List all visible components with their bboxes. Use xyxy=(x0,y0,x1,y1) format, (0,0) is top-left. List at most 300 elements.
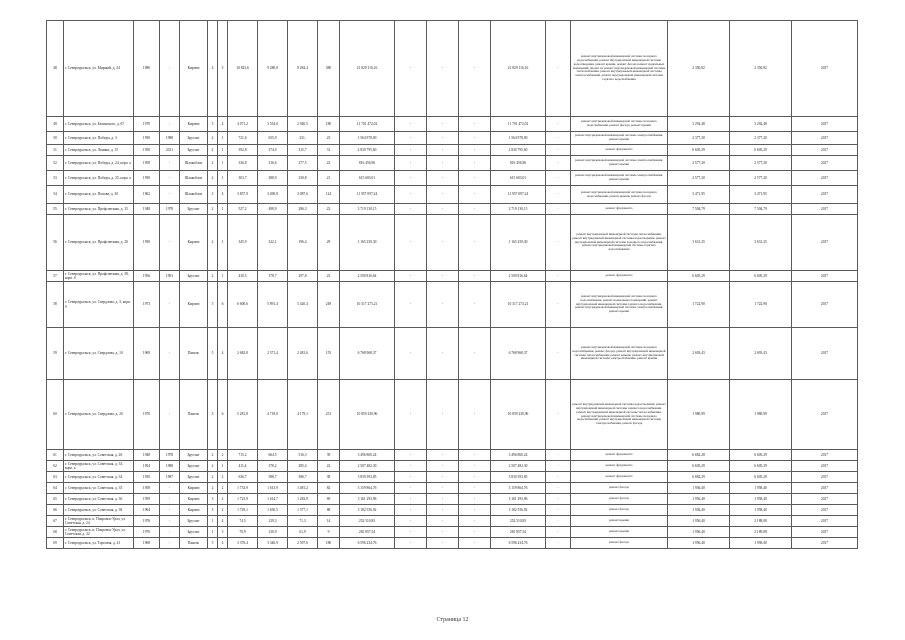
address-cell: г. Североуральск, ул. Победы, д. 3 xyxy=(64,132,134,145)
year-renovation-cell: - xyxy=(160,282,180,328)
work-type-cell: ремонт внутридомовой инженерной системы холодного водоснабжения, ремонт подвальных помещений, ремонт внутридомовой инженерной системы горячего водоснабжения, ремонт внутридомовой инженерной системы электроснабжения, ремонт крыши xyxy=(571,282,668,328)
cost-total-cell: 3 159 864,76 xyxy=(340,483,395,494)
cost-total-cell: 615 603,01 xyxy=(340,171,395,186)
year-built-cell: 1970 xyxy=(134,117,160,132)
total-area-cell: 411,4 xyxy=(228,461,258,472)
address-cell: г. Североуральск, ул. Свердлова, д. 3, корп. б xyxy=(64,282,134,328)
cost-other-cell: - xyxy=(546,505,571,516)
wall-material-cell: Брусчат xyxy=(180,204,208,215)
entrances-cell: 4 xyxy=(218,117,228,132)
max-unit-cost-cell: 6 605,29 xyxy=(730,472,792,483)
unit-cost-cell: 2 577,20 xyxy=(668,171,730,186)
work-type-cell: ремонт фасада xyxy=(571,538,668,549)
wall-material-cell: Брусчат xyxy=(180,132,208,145)
cost-total-cell: 10 317 273,21 xyxy=(340,282,395,328)
row-number: 65 xyxy=(47,494,64,505)
max-unit-cost-cell: 6 605,29 xyxy=(730,461,792,472)
address-cell: г. Североуральск, ул. Профсоюзная, д. 38, корп. б xyxy=(64,271,134,282)
cost-local-cell: - xyxy=(459,472,491,483)
year-built-cell: 1954 xyxy=(134,461,160,472)
cost-federal-cell: - xyxy=(395,282,427,328)
cost-regional-cell: - xyxy=(427,483,459,494)
cost-total-cell: 265 857,54 xyxy=(340,527,395,538)
cost-federal-cell: - xyxy=(395,538,427,549)
residential-area-cell: 1 614,7 xyxy=(258,494,288,505)
repair-program-table xyxy=(46,20,858,549)
cost-federal-cell: - xyxy=(395,450,427,461)
owned-area-cell: 386,7 xyxy=(288,472,318,483)
max-unit-cost-cell: 1 980,99 xyxy=(730,380,792,450)
floors-cell: 3 xyxy=(208,186,218,204)
entrances-cell: 1 xyxy=(218,215,228,271)
floors-cell: 2 xyxy=(208,483,218,494)
year-built-cell: 1976 xyxy=(134,516,160,527)
wall-material-cell: Шлакоблок xyxy=(180,156,208,171)
owned-area-cell: 285,4 xyxy=(288,461,318,472)
address-cell: г. Североуральск, ул. Советская, д. 36 xyxy=(64,494,134,505)
cost-regional-cell: - xyxy=(427,21,459,117)
cost-other-cell: - xyxy=(546,527,571,538)
wall-material-cell: Кирпич xyxy=(180,282,208,328)
cost-total-cell: 2 830 795,60 xyxy=(340,145,395,156)
wall-material-cell: Панель xyxy=(180,380,208,450)
year-renovation-cell: - xyxy=(160,527,180,538)
page-footer: Страница 12 xyxy=(436,617,469,623)
floors-cell: 5 xyxy=(208,328,218,380)
residents-cell: 124 xyxy=(318,186,340,204)
owned-area-cell: 2 597,6 xyxy=(288,538,318,549)
row-number: 62 xyxy=(47,461,64,472)
residents-cell: 31 xyxy=(318,145,340,156)
owned-area-cell: 516,3 xyxy=(288,450,318,461)
cost-local-cell: - xyxy=(459,204,491,215)
unit-cost-cell: 6 682,29 xyxy=(668,472,730,483)
cost-regional-cell: - xyxy=(427,505,459,516)
floors-cell: 3 xyxy=(208,494,218,505)
completion-year-cell: 2017 xyxy=(792,282,858,328)
table-row xyxy=(47,505,858,516)
total-area-cell: 303,7 xyxy=(228,171,258,186)
unit-cost-cell: 1 956,40 xyxy=(668,527,730,538)
cost-other-cell: - xyxy=(546,328,571,380)
cost-local-cell: - xyxy=(459,538,491,549)
unit-cost-cell: 2 350,82 xyxy=(668,21,730,117)
cost-federal-cell: - xyxy=(395,171,427,186)
cost-total-cell: 3 496 860,24 xyxy=(340,450,395,461)
owned-area-cell: 71,3 xyxy=(288,516,318,527)
year-renovation-cell: 1988 xyxy=(160,132,180,145)
year-built-cell: 1948 xyxy=(134,204,160,215)
cost-total-cell: 3 182 556,92 xyxy=(340,505,395,516)
cost-total-cell: 6 596 234,76 xyxy=(340,538,395,549)
max-unit-cost-cell: 2 377,20 xyxy=(730,132,792,145)
cost-regional-cell: - xyxy=(427,461,459,472)
unit-cost-cell: 1 936,40 xyxy=(668,505,730,516)
row-number: 60 xyxy=(47,380,64,450)
unit-cost-cell: 1 980,99 xyxy=(668,380,730,450)
cost-federal-cell: - xyxy=(395,132,427,145)
cost-local-cell: - xyxy=(459,117,491,132)
cost-local-cell: - xyxy=(459,380,491,450)
cost-local-cell: - xyxy=(459,132,491,145)
owned-area-cell: 5 420,4 xyxy=(288,282,318,328)
completion-year-cell: 2017 xyxy=(792,186,858,204)
year-built-cell: 1958 xyxy=(134,215,160,271)
row-number: 51 xyxy=(47,145,64,156)
cost-regional-cell: - xyxy=(427,494,459,505)
owned-area-cell: 61,9 xyxy=(288,527,318,538)
cost-owners-cell: 11 957 097,24 xyxy=(491,186,546,204)
cost-regional-cell: - xyxy=(427,328,459,380)
address-cell: г. Североуральск, ул. Торговая, д. 41 xyxy=(64,538,134,549)
address-cell: г. Североуральск, ул. Мирный, д. 24 xyxy=(64,21,134,117)
row-number: 54 xyxy=(47,186,64,204)
cost-other-cell: - xyxy=(546,186,571,204)
cost-regional-cell: - xyxy=(427,527,459,538)
residential-area-cell: 378,7 xyxy=(258,271,288,282)
cost-owners-cell: 252 510,83 xyxy=(491,516,546,527)
residents-cell: 155 xyxy=(318,328,340,380)
table-row xyxy=(47,483,858,494)
table-row xyxy=(47,527,858,538)
work-type-cell: ремонт фундамента xyxy=(571,145,668,156)
cost-total-cell: 2 500 816,64 xyxy=(340,271,395,282)
year-renovation-cell: - xyxy=(160,505,180,516)
address-cell: г. Североуральск, ул. Белинского, д. 67 xyxy=(64,117,134,132)
completion-year-cell: 2017 xyxy=(792,380,858,450)
cost-federal-cell: - xyxy=(395,156,427,171)
completion-year-cell: 2017 xyxy=(792,472,858,483)
cost-other-cell: - xyxy=(546,450,571,461)
owned-area-cell: 1 577,1 xyxy=(288,505,318,516)
max-unit-cost-cell: 2 189,08 xyxy=(730,527,792,538)
cost-federal-cell: - xyxy=(395,145,427,156)
cost-owners-cell: 10 859 230,96 xyxy=(491,380,546,450)
cost-other-cell: - xyxy=(546,171,571,186)
completion-year-cell: 2017 xyxy=(792,527,858,538)
floors-cell: 2 xyxy=(208,204,218,215)
floors-cell: 5 xyxy=(208,380,218,450)
entrances-cell: 6 xyxy=(218,380,228,450)
year-built-cell: 1958 xyxy=(134,483,160,494)
unit-cost-cell: 3 471,95 xyxy=(668,186,730,204)
cost-total-cell: 2 507 482,30 xyxy=(340,461,395,472)
completion-year-cell: 2017 xyxy=(792,538,858,549)
max-unit-cost-cell: 3 292,48 xyxy=(730,117,792,132)
owned-area-cell: 231, xyxy=(288,132,318,145)
completion-year-cell: 2017 xyxy=(792,204,858,215)
row-number: 58 xyxy=(47,282,64,328)
residential-area-cell: 5 891,4 xyxy=(258,282,288,328)
year-renovation-cell: - xyxy=(160,538,180,549)
address-cell: г. Североуральск, ул. Победы, д. 25, корп. а xyxy=(64,171,134,186)
table-row xyxy=(47,494,858,505)
work-type-cell: ремонт крыши xyxy=(571,516,668,527)
address-cell: г. Североуральск, ул. Советская, д. 38 xyxy=(64,505,134,516)
unit-cost-cell: 1 956,40 xyxy=(668,494,730,505)
cost-federal-cell: - xyxy=(395,215,427,271)
year-renovation-cell: - xyxy=(160,516,180,527)
cost-owners-cell: 3 182 556,92 xyxy=(491,505,546,516)
cost-regional-cell: - xyxy=(427,472,459,483)
cost-regional-cell: - xyxy=(427,204,459,215)
cost-total-cell: 11 701 472,02 xyxy=(340,117,395,132)
cost-owners-cell: 265 857,54 xyxy=(491,527,546,538)
residential-area-cell: 378,2 xyxy=(258,461,288,472)
entrances-cell: 1 xyxy=(218,156,228,171)
total-area-cell: 6 600,6 xyxy=(228,282,258,328)
cost-local-cell: - xyxy=(459,282,491,328)
residential-area-cell: 374,9 xyxy=(258,145,288,156)
cost-other-cell: - xyxy=(546,483,571,494)
row-number: 53 xyxy=(47,171,64,186)
table-row xyxy=(47,380,858,450)
floors-cell: 2 xyxy=(208,271,218,282)
max-unit-cost-cell: 6 605,29 xyxy=(730,450,792,461)
max-unit-cost-cell: 1 958,40 xyxy=(730,494,792,505)
cost-local-cell: - xyxy=(459,145,491,156)
entrances-cell: 2 xyxy=(218,505,228,516)
total-area-cell: 721,6 xyxy=(228,132,258,145)
total-area-cell: 3 857,9 xyxy=(228,186,258,204)
work-type-cell: ремонт фасада xyxy=(571,483,668,494)
cost-owners-cell: 1 165 250,30 xyxy=(491,215,546,271)
work-type-cell: ремонт внутридомовой инженерной системы холодного водоснабжения, ремонт крыши, ремонт фасада xyxy=(571,186,668,204)
row-number: 69 xyxy=(47,538,64,549)
table-row xyxy=(47,328,858,380)
total-area-cell: 74,5 xyxy=(228,516,258,527)
cost-total-cell: 816 456,96 xyxy=(340,156,395,171)
work-type-cell: ремонт фасада xyxy=(571,494,668,505)
owned-area-cell: 1 481,2 xyxy=(288,483,318,494)
total-area-cell: 527,2 xyxy=(228,204,258,215)
cost-federal-cell: - xyxy=(395,204,427,215)
total-area-cell: 5 281,8 xyxy=(228,380,258,450)
completion-year-cell: 2017 xyxy=(792,132,858,145)
address-cell: г. Североуральск, ул. Свердлова, д. 20 xyxy=(64,380,134,450)
cost-owners-cell: 11 701 472,02 xyxy=(491,117,546,132)
cost-regional-cell: - xyxy=(427,538,459,549)
cost-other-cell: - xyxy=(546,215,571,271)
max-unit-cost-cell: 2 693,43 xyxy=(730,328,792,380)
entrances-cell: 3 xyxy=(218,527,228,538)
unit-cost-cell: 7 504,79 xyxy=(668,204,730,215)
table-row xyxy=(47,538,858,549)
wall-material-cell: Шлакоблок xyxy=(180,171,208,186)
table-row xyxy=(47,117,858,132)
row-number: 67 xyxy=(47,516,64,527)
cost-federal-cell: - xyxy=(395,380,427,450)
address-cell: г. Североуральск, п. Покровск-Урал, ул. Советская, д. 24 xyxy=(64,516,134,527)
wall-material-cell: Кирпич xyxy=(180,505,208,516)
cost-federal-cell: - xyxy=(395,505,427,516)
cost-other-cell: - xyxy=(546,271,571,282)
work-type-cell: ремонт внутридомовой инженерной системы электроснабжения, ремонт крыши xyxy=(571,132,668,145)
address-cell: г. Североуральск, ул. Попова, д. 30 xyxy=(64,186,134,204)
completion-year-cell: 2017 xyxy=(792,328,858,380)
cost-local-cell: - xyxy=(459,461,491,472)
completion-year-cell: 2017 xyxy=(792,483,858,494)
cost-regional-cell: - xyxy=(427,516,459,527)
address-cell: г. Североуральск, ул. Советская, д. 34 xyxy=(64,472,134,483)
floors-cell: 1 xyxy=(208,527,218,538)
floors-cell: 2 xyxy=(208,156,218,171)
year-renovation-cell: - xyxy=(160,483,180,494)
address-cell: г. Североуральск, ул. Победы, д. 24, корп. а xyxy=(64,156,134,171)
cost-other-cell: - xyxy=(546,21,571,117)
total-area-cell: 1 723,9 xyxy=(228,494,258,505)
year-renovation-cell: - xyxy=(160,328,180,380)
owned-area-cell: 230,8 xyxy=(288,171,318,186)
address-cell: г. Североуральск, ул. Ленина, д. 15 xyxy=(64,145,134,156)
year-built-cell: 1970 xyxy=(134,380,160,450)
cost-regional-cell: - xyxy=(427,171,459,186)
wall-material-cell: Брусчат xyxy=(180,472,208,483)
table-row xyxy=(47,472,858,483)
cost-federal-cell: - xyxy=(395,527,427,538)
unit-cost-cell: 1 936,40 xyxy=(668,483,730,494)
cost-federal-cell: - xyxy=(395,472,427,483)
table-row xyxy=(47,450,858,461)
cost-total-cell: 11 957 097,24 xyxy=(340,186,395,204)
wall-material-cell: Кирпич xyxy=(180,215,208,271)
total-area-cell: 636,7 xyxy=(228,472,258,483)
residential-area-cell: 322,1 xyxy=(258,215,288,271)
row-number: 57 xyxy=(47,271,64,282)
residents-cell: 9 xyxy=(318,527,340,538)
year-built-cell: 1969 xyxy=(134,328,160,380)
floors-cell: 2 xyxy=(208,171,218,186)
cost-regional-cell: - xyxy=(427,380,459,450)
residents-cell: 22 xyxy=(318,204,340,215)
cost-federal-cell: - xyxy=(395,117,427,132)
cost-regional-cell: - xyxy=(427,282,459,328)
floors-cell: 5 xyxy=(208,117,218,132)
residential-area-cell: 498,9 xyxy=(258,204,288,215)
residents-cell: 29 xyxy=(318,215,340,271)
cost-owners-cell: 10 317 273,21 xyxy=(491,282,546,328)
cost-other-cell: - xyxy=(546,156,571,171)
work-type-cell: ремонт фундамента xyxy=(571,472,668,483)
cost-other-cell: - xyxy=(546,538,571,549)
year-renovation-cell: - xyxy=(160,21,180,117)
entrances-cell: 2 xyxy=(218,450,228,461)
year-renovation-cell: 2011 xyxy=(160,145,180,156)
address-cell: г. Североуральск, ул. Свердлова, д. 10 xyxy=(64,328,134,380)
address-cell: г. Североуральск, ул. Советская, д. 33, корп. а xyxy=(64,461,134,472)
cost-owners-cell: 6 596 234,76 xyxy=(491,538,546,549)
residents-cell: 22 xyxy=(318,156,340,171)
year-built-cell: 1973 xyxy=(134,282,160,328)
wall-material-cell: Брусчат xyxy=(180,461,208,472)
residents-cell: 38 xyxy=(318,472,340,483)
cost-owners-cell: 21 829 116,16 xyxy=(491,21,546,117)
cost-owners-cell: 3 830 393,85 xyxy=(491,472,546,483)
cost-federal-cell: - xyxy=(395,516,427,527)
unit-cost-cell: 3 292,48 xyxy=(668,117,730,132)
address-cell: г. Североуральск, ул. Советская, д. 35 xyxy=(64,483,134,494)
cost-total-cell: 252 510,83 xyxy=(340,516,395,527)
owned-area-cell: 315,7 xyxy=(288,145,318,156)
completion-year-cell: 2017 xyxy=(792,117,858,132)
cost-federal-cell: - xyxy=(395,21,427,117)
year-built-cell: 1958 xyxy=(134,156,160,171)
residential-area-cell: 288,9 xyxy=(258,171,288,186)
cost-other-cell: - xyxy=(546,380,571,450)
completion-year-cell: 2017 xyxy=(792,461,858,472)
cost-local-cell: - xyxy=(459,483,491,494)
residential-area-cell: 1 613,9 xyxy=(258,483,288,494)
year-renovation-cell: - xyxy=(160,494,180,505)
total-area-cell: 70,9 xyxy=(228,527,258,538)
cost-regional-cell: - xyxy=(427,450,459,461)
cost-owners-cell: 2 500 816,64 xyxy=(491,271,546,282)
wall-material-cell: Брусчат xyxy=(180,271,208,282)
owned-area-cell: 4 179,1 xyxy=(288,380,318,450)
cost-total-cell: 1 564 978,00 xyxy=(340,132,395,145)
cost-owners-cell: 2 830 795,60 xyxy=(491,145,546,156)
cost-local-cell: - xyxy=(459,527,491,538)
cost-local-cell: - xyxy=(459,494,491,505)
cost-local-cell: - xyxy=(459,328,491,380)
cost-local-cell: - xyxy=(459,171,491,186)
residents-cell: 251 xyxy=(318,380,340,450)
residential-area-cell: 316,6 xyxy=(258,156,288,171)
year-renovation-cell: - xyxy=(160,171,180,186)
year-built-cell: 1959 xyxy=(134,494,160,505)
residents-cell: 180 xyxy=(318,538,340,549)
unit-cost-cell: 3 631,25 xyxy=(668,215,730,271)
owned-area-cell: 297,8 xyxy=(288,271,318,282)
floors-cell: 2 xyxy=(208,472,218,483)
year-renovation-cell: - xyxy=(160,117,180,132)
address-cell: г. Североуральск, п. Покровск-Урал, ул. Советская, д. 32 xyxy=(64,527,134,538)
work-type-cell: ремонт внутридомовой инженерной системы водоотведения, ремонт внутридомовой инженерной системы горячего водоснабжения, ремонт внутридомовой инженерной системы теплоснабжения, ремонт внутридомовой инженерной системы холодного водоснабжения, ремонт внутридомовой инженерной системы электроснабжения, ремонт фасада xyxy=(571,380,668,450)
total-area-cell: 715,2 xyxy=(228,450,258,461)
floors-cell: 5 xyxy=(208,282,218,328)
cost-total-cell: 6 768 968,37 xyxy=(340,328,395,380)
work-type-cell: ремонт внутридомовой инженерной системы холодного водоснабжения, ремонт внутридомовой инженерной системы водоотведения, ремонт крыши, ремонт фасада ремонт подвальных помещений, проект на ремонт внутридомовой инженерной системы теплоснабжения, ремонт внутридомовой инженерной системы электроснабжения, ремонт внутридомовой инженерной системы горячего водоснабжения xyxy=(571,21,668,117)
entrances-cell: 4 xyxy=(218,186,228,204)
cost-other-cell: - xyxy=(546,145,571,156)
cost-regional-cell: - xyxy=(427,145,459,156)
cost-total-cell: 3 161 293,96 xyxy=(340,494,395,505)
cost-federal-cell: - xyxy=(395,483,427,494)
total-area-cell: 345,9 xyxy=(228,215,258,271)
completion-year-cell: 2017 xyxy=(792,171,858,186)
cost-regional-cell: - xyxy=(427,132,459,145)
unit-cost-cell: 6 605,29 xyxy=(668,461,730,472)
cost-regional-cell: - xyxy=(427,156,459,171)
total-area-cell: 1 729,1 xyxy=(228,505,258,516)
table-body xyxy=(47,21,858,549)
unit-cost-cell: 2 693,43 xyxy=(668,328,730,380)
table-row xyxy=(47,282,858,328)
table-row xyxy=(47,271,858,282)
year-built-cell: 1958 xyxy=(134,171,160,186)
work-type-cell: ремонт фундамента xyxy=(571,271,668,282)
max-unit-cost-cell: 7 504,79 xyxy=(730,204,792,215)
total-area-cell: 392,8 xyxy=(228,145,258,156)
table-row xyxy=(47,461,858,472)
residential-area-cell: 9 280,8 xyxy=(258,21,288,117)
wall-material-cell: Брусчат xyxy=(180,516,208,527)
wall-material-cell: Кирпич xyxy=(180,494,208,505)
year-renovation-cell: 1978 xyxy=(160,450,180,461)
max-unit-cost-cell: 1 958,40 xyxy=(730,538,792,549)
max-unit-cost-cell: 6 605,29 xyxy=(730,145,792,156)
year-renovation-cell: - xyxy=(160,186,180,204)
